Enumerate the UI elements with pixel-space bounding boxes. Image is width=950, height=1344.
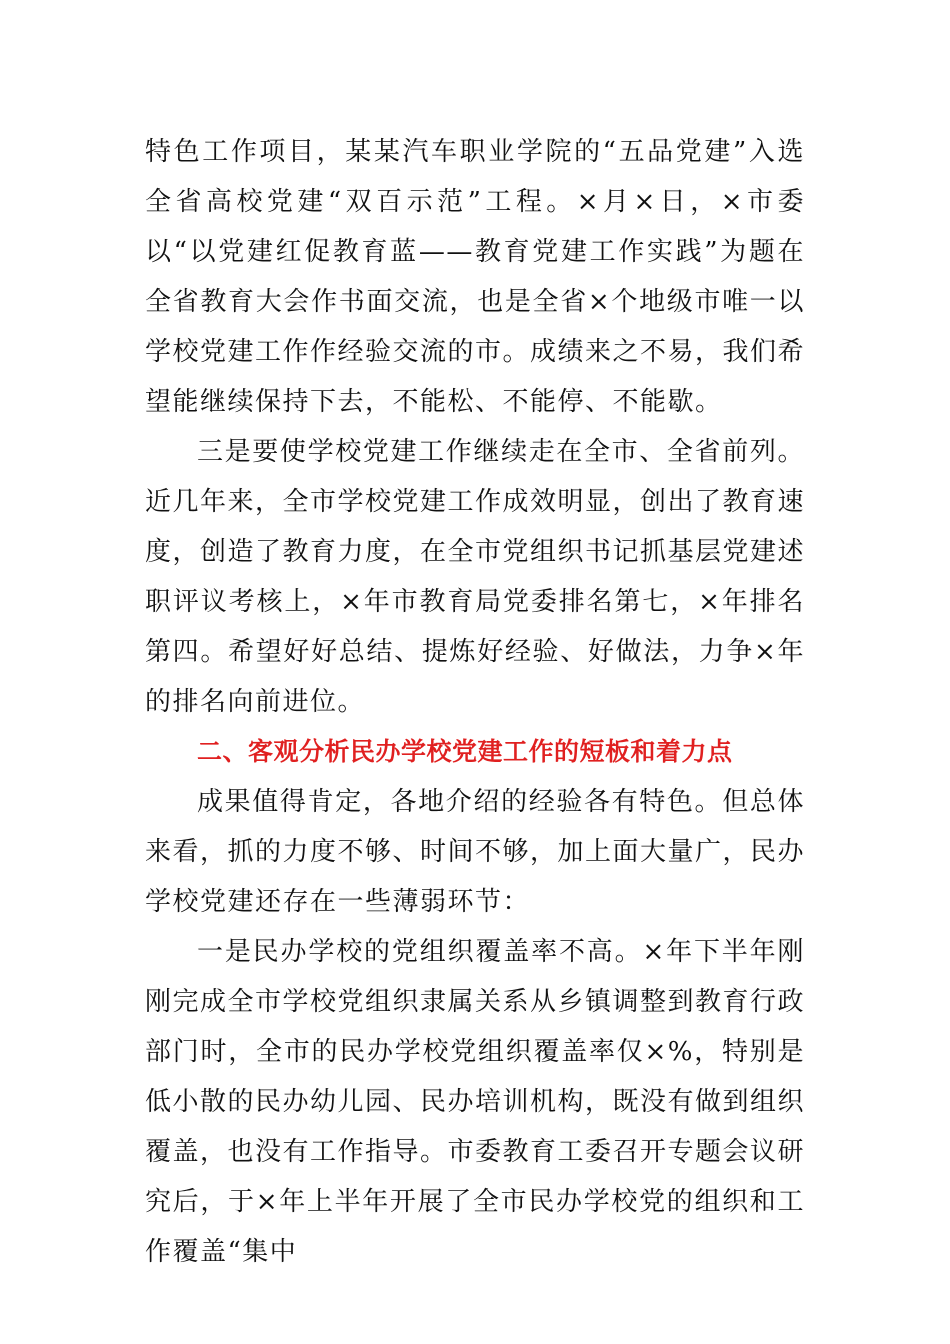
paragraph-point-three: 三是要使学校党建工作继续走在全市、全省前列。近几年来，全市学校党建工作成效明显，创出了教育速度，创造了教育力度，在全市党组织书记抓基层党建述职评议考核上，×年市教育局党委排名第七，×年排名第四。希望好好总结、提炼好经验、好做法，力争×年的排名向前进位。 <box>145 437 806 717</box>
paragraph-intro: 成果值得肯定，各地介绍的经验各有特色。但总体来看，抓的力度不够、时间不够，加上面大量广，民办学校党建还存在一些薄弱环节： <box>145 787 806 917</box>
paragraph-continuation: 特色工作项目，某某汽车职业学院的“五品党建”入选全省高校党建“双百示范”工程。×月×日，×市委以“以党建红促教育蓝——教育党建工作实践”为题在全省教育大会作书面交流，也是全省×个地级市唯一以学校党建工作作经验交流的市。成绩来之不易，我们希望能继续保持下去，不能松、不能停、不能歇。 <box>145 137 806 417</box>
paragraph-point-one: 一是民办学校的党组织覆盖率不高。×年下半年刚刚完成全市学校党组织隶属关系从乡镇调整到教育行政部门时，全市的民办学校党组织覆盖率仅×%，特别是低小散的民办幼儿园、民办培训机构，既没有做到组织覆盖，也没有工作指导。市委教育工委召开专题会议研究后，于×年上半年开展了全市民办学校党的组织和工作覆盖“集中 <box>145 937 806 1267</box>
section-heading: 二、客观分析民办学校党建工作的短板和着力点 <box>197 737 733 766</box>
document-body <box>145 127 805 1277</box>
